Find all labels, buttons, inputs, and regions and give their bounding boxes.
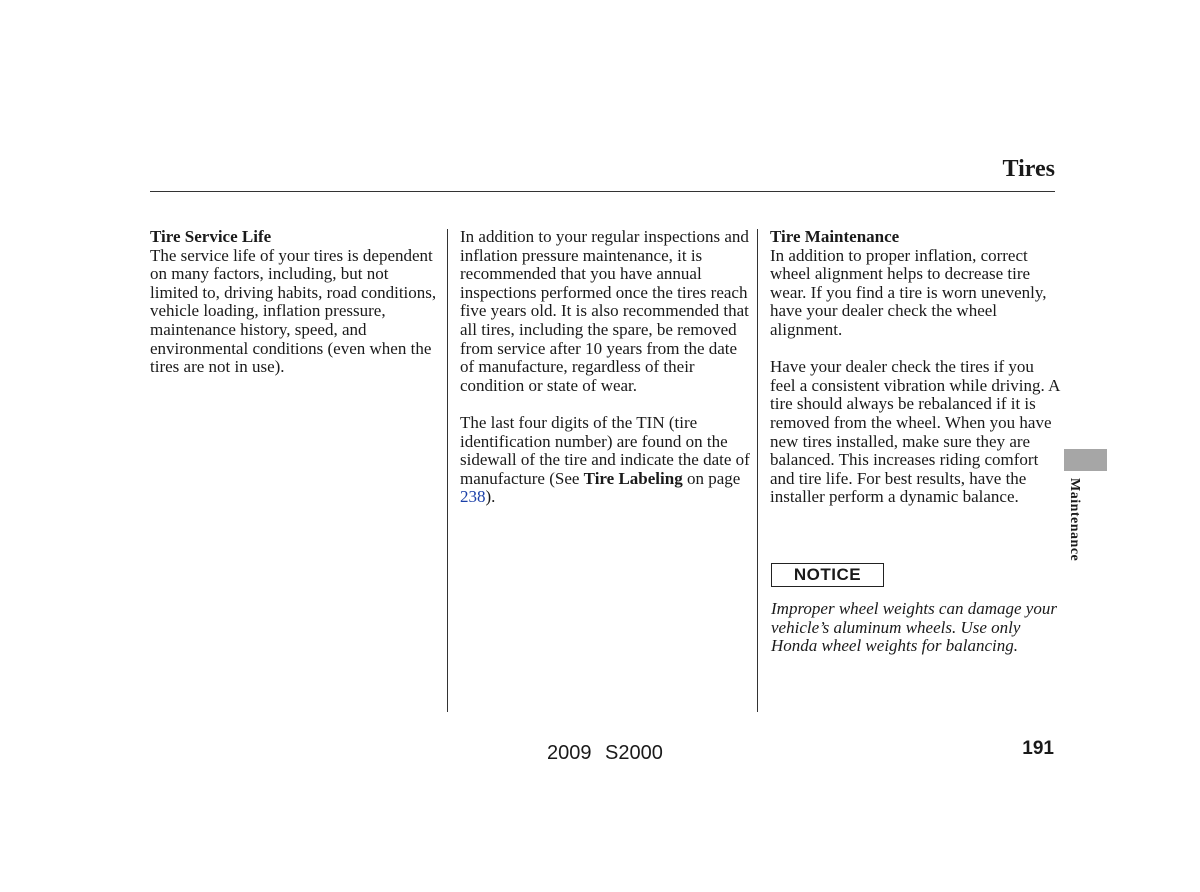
page-number: 191 bbox=[1022, 738, 1054, 759]
paragraph-service-life: The service life of your tires is dependent on many factors, including, but not limited to, driving habits, road conditions, vehicle loading, inflation pressure, maintenance history, speed, and environmental conditions (even when the tires are not in use). bbox=[150, 245, 437, 377]
footer-model: 2009 S2000 bbox=[547, 742, 663, 764]
on-page-text: on page bbox=[686, 468, 741, 488]
column-tire-service-life bbox=[150, 228, 440, 395]
section-tab-marker bbox=[1064, 449, 1107, 471]
paragraph-wheel-alignment: In addition to proper inflation, correct wheel alignment helps to decrease tire wear. If you find a tire is worn unevenly, have your dealer check the wheel alignment. bbox=[770, 245, 1047, 339]
page-title: Tires bbox=[1002, 156, 1055, 182]
column-inspections bbox=[460, 228, 750, 526]
page-link-238[interactable]: 238 bbox=[460, 487, 486, 507]
tire-labeling-ref: Tire Labeling bbox=[583, 468, 683, 488]
title-rule bbox=[150, 191, 1055, 192]
column-divider bbox=[757, 229, 758, 712]
column-divider bbox=[447, 229, 448, 712]
notice-text: Improper wheel weights can damage your vehicle’s aluminum wheels. Use only Honda wheel weights for balancing. bbox=[771, 599, 1057, 656]
section-tab-label: Maintenance bbox=[1067, 478, 1082, 562]
closing-paren: ). bbox=[485, 487, 496, 507]
section-heading-tire-service-life: Tire Service Life bbox=[150, 227, 272, 246]
column-tire-maintenance bbox=[770, 228, 1062, 526]
paragraph-tin-digits bbox=[460, 414, 750, 507]
tin-text: The last four digits of the TIN (tire identification number) are found on the sidewall of the tire and indicate the date of manufacture (See bbox=[460, 412, 750, 488]
section-heading-tire-maintenance: Tire Maintenance bbox=[770, 227, 900, 246]
paragraph-balancing: Have your dealer check the tires if you feel a consistent vibration while driving. A tire should always be rebalanced if it is removed from the wheel. When you have new tires installed, make sure they are balanced. This increases riding comfort and tire life. For best results, have the installer perform a dynamic balance. bbox=[770, 357, 1060, 507]
paragraph-annual-inspections: In addition to your regular inspections and inflation pressure maintenance, it is recommended that you have annual inspections performed once the tires reach five years old. It is also recommended that all tires, including the spare, be removed from service after 10 years from the date of manufacture, regardless of their condition or state of wear. bbox=[460, 227, 749, 395]
notice-badge: NOTICE bbox=[771, 563, 884, 587]
